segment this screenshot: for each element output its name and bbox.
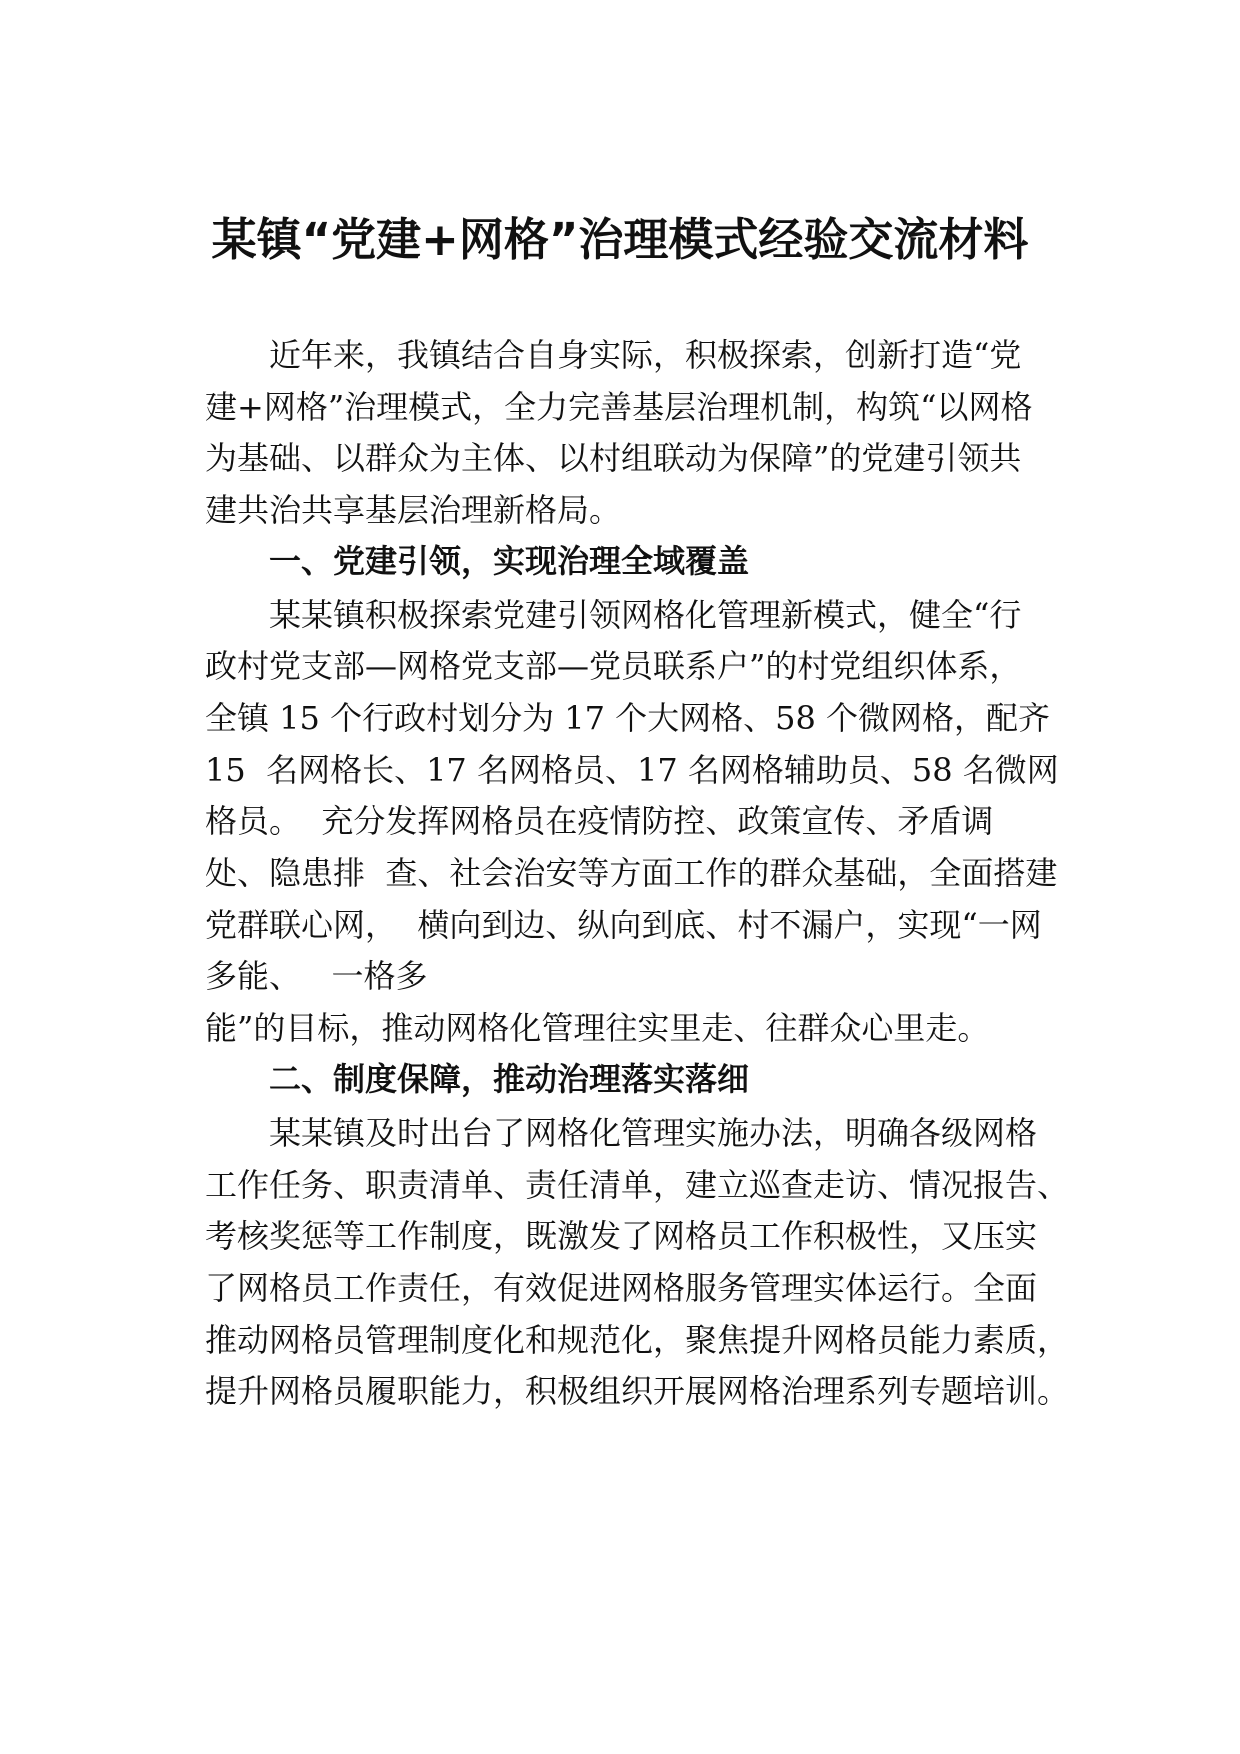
paragraph-line: 为基础、以群众为主体、以村组联动为保障”的党建引领共 <box>205 439 1022 477</box>
paragraph-line: 格员。 充分发挥网格员在疫情防控、政策宣传、矛盾调 <box>205 802 994 840</box>
paragraph-line: 提升网格员履职能力，积极组织开展网格治理系列专题培训。 <box>205 1372 1070 1410</box>
paragraph-line: 党群联心网， 横向到边、纵向到底、村不漏户，实现“一网 <box>205 906 1042 944</box>
section-heading-2: 二、制度保障，推动治理落实落细 <box>269 1060 750 1098</box>
paragraph-line: 建+网格”治理模式，全力完善基层治理机制，构筑“以网格 <box>205 388 1033 426</box>
paragraph-line: 了网格员工作责任，有效促进网格服务管理实体运行。全面 <box>205 1269 1038 1307</box>
paragraph-line: 某某镇积极探索党建引领网格化管理新模式，健全“行 <box>269 596 1022 634</box>
paragraph-line: 全镇 15 个行政村划分为 17 个大网格、58 个微网格，配齐 <box>205 699 1051 737</box>
paragraph-line: 15 名网格长、17 名网格员、17 名网格辅助员、58 名微网 <box>205 751 1059 789</box>
paragraph-line: 某某镇及时出台了网格化管理实施办法，明确各级网格 <box>269 1114 1038 1152</box>
document-title: 某镇“党建+网格”治理模式经验交流材料 <box>211 213 1029 266</box>
paragraph-line: 多能、 一格多 <box>205 957 428 995</box>
paragraph-line: 建共治共享基层治理新格局。 <box>205 491 622 529</box>
paragraph-line: 政村党支部—网格党支部—党员联系户”的村党组织体系， <box>205 647 1022 685</box>
paragraph-line: 推动网格员管理制度化和规范化，聚焦提升网格员能力素质， <box>205 1321 1070 1359</box>
paragraph-line: 能”的目标，推动网格化管理往实里走、往群众心里走。 <box>205 1009 990 1047</box>
paragraph-line: 处、隐患排 查、社会治安等方面工作的群众基础，全面搭建 <box>205 854 1058 892</box>
section-heading-1: 一、党建引领，实现治理全域覆盖 <box>269 542 750 580</box>
paragraph-line: 工作任务、职责清单、责任清单，建立巡查走访、情况报告、 <box>205 1166 1070 1204</box>
paragraph-line: 近年来，我镇结合自身实际，积极探索，创新打造“党 <box>269 336 1022 374</box>
paragraph-line: 考核奖惩等工作制度，既激发了网格员工作积极性，又压实 <box>205 1217 1038 1255</box>
